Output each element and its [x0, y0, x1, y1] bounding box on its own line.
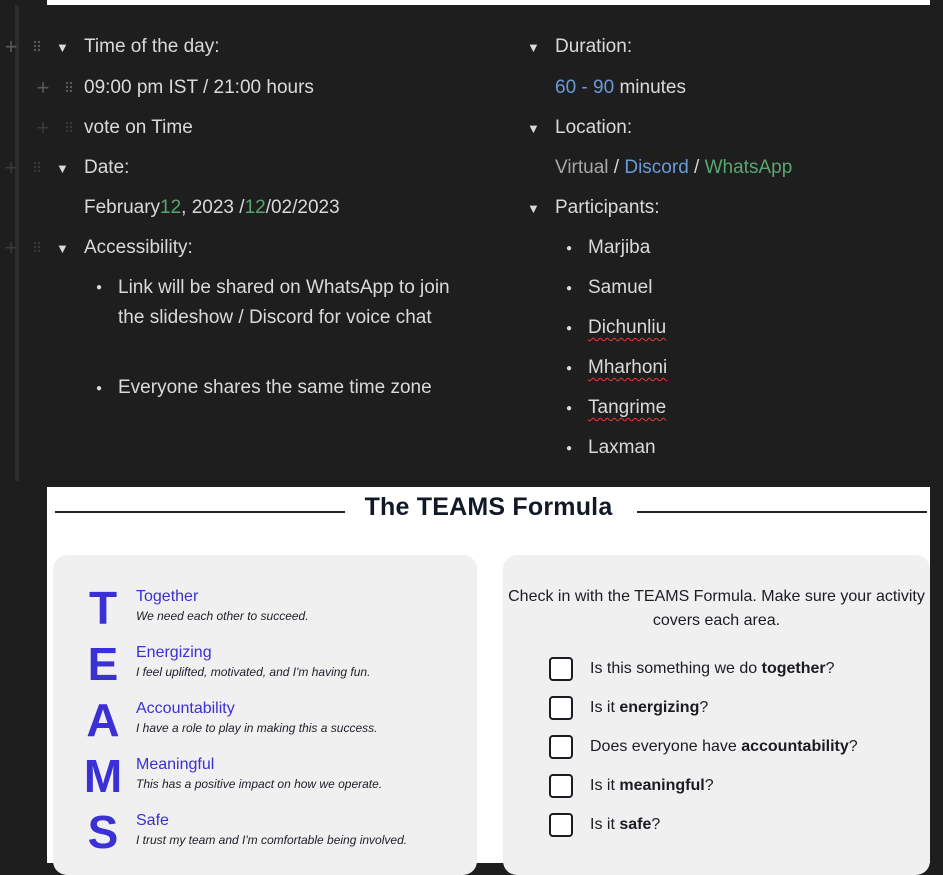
checkbox-icon [549, 696, 573, 720]
checkbox-icon [549, 813, 573, 837]
date-month: February [84, 197, 161, 218]
toggle-arrow-icon[interactable]: ▼ [527, 120, 540, 136]
add-block-icon[interactable]: + [36, 75, 50, 100]
toggle-location[interactable] [527, 108, 632, 148]
participant-name: Mharhoni [588, 357, 668, 378]
list-item [566, 268, 652, 308]
block-handle[interactable] [0, 148, 46, 188]
date-year: , 2023 / [181, 197, 245, 218]
bullet-icon: ● [566, 242, 573, 254]
bullet-icon: ● [566, 282, 573, 294]
duration-sep: - [576, 77, 594, 98]
check-keyword: accountability [741, 738, 849, 755]
check-punct: ? [704, 777, 714, 794]
location-label: Location: [555, 117, 633, 138]
bullet-icon: ● [96, 282, 103, 293]
participant-name: Marjiba [588, 237, 651, 258]
drag-handle-icon[interactable]: ⠿ [64, 79, 74, 96]
teams-word: Energizing [136, 644, 212, 661]
date-value [84, 188, 340, 228]
checklist-item [549, 655, 835, 683]
check-punct: ? [651, 816, 661, 833]
time-value: 09:00 pm IST / 21:00 hours [84, 77, 314, 98]
add-block-icon[interactable]: + [4, 155, 18, 180]
participants-label: Participants: [555, 197, 660, 218]
check-keyword: together [761, 660, 826, 677]
bullet-icon: ● [566, 362, 573, 374]
teams-desc: I have a role to play in making this a success. [136, 721, 378, 735]
list-item [566, 308, 666, 348]
duration-label: Duration: [555, 36, 633, 57]
list-item [96, 368, 432, 408]
check-text: Does everyone have [590, 738, 742, 755]
teams-word: Together [136, 588, 199, 605]
date-day: 12 [160, 197, 182, 218]
toggle-duration[interactable] [527, 27, 632, 67]
accessibility-label: Accessibility: [84, 237, 193, 258]
teams-word: Safe [136, 812, 169, 829]
teams-letter-a: A [86, 694, 120, 746]
check-text: Is this something we do [590, 660, 762, 677]
participant-name: Tangrime [588, 397, 667, 418]
duration-value [555, 68, 686, 108]
check-text: Is it [590, 777, 620, 794]
teams-word: Accountability [136, 700, 235, 717]
teams-word: Meaningful [136, 756, 215, 773]
teams-checklist-card [503, 555, 930, 875]
toggle-participants[interactable] [527, 188, 660, 228]
list-item [566, 348, 667, 388]
location-value [555, 148, 792, 188]
list-item [566, 388, 666, 428]
toggle-accessibility[interactable] [56, 228, 193, 268]
block-handle[interactable] [0, 27, 46, 67]
teams-desc: We need each other to succeed. [136, 609, 309, 623]
participant-name: Dichunliu [588, 317, 667, 338]
location-discord: Discord [624, 157, 689, 178]
vote-on-time: vote on Time [84, 117, 193, 138]
toggle-time-of-day[interactable] [56, 27, 220, 67]
duration-unit: minutes [614, 77, 686, 98]
embedded-image-bottom-edge [47, 0, 930, 5]
teams-letter-t: T [88, 582, 118, 634]
check-keyword: energizing [619, 699, 700, 716]
toggle-arrow-icon[interactable]: ▼ [56, 240, 69, 256]
checkbox-icon [549, 657, 573, 681]
bullet-icon: ● [96, 382, 103, 394]
date-day-numeric: 12 [244, 197, 266, 218]
bullet-icon: ● [566, 402, 573, 414]
teams-letter-e: E [87, 638, 119, 690]
date-rest: /02/2023 [265, 197, 340, 218]
toggle-arrow-icon[interactable]: ▼ [527, 200, 540, 216]
participant-name: Laxman [588, 437, 656, 458]
block-handle[interactable] [32, 108, 78, 148]
check-keyword: safe [619, 816, 652, 833]
check-punct: ? [699, 699, 709, 716]
toggle-arrow-icon[interactable]: ▼ [56, 39, 69, 55]
duration-min: 60 [555, 77, 577, 98]
location-virtual: Virtual [555, 157, 609, 178]
block-handle[interactable] [32, 68, 78, 108]
block-handle[interactable] [0, 228, 46, 268]
toggle-date[interactable] [56, 148, 129, 188]
date-label: Date: [84, 157, 130, 178]
teams-letter-s: S [87, 806, 119, 858]
check-text: Is it [590, 699, 620, 716]
teams-definitions-card [53, 555, 477, 875]
teams-formula-image [47, 487, 930, 863]
accessibility-item-1: Link will be shared on WhatsApp to join the slideshow / Discord for voice chat [118, 277, 450, 328]
check-text: Is it [590, 816, 620, 833]
location-whatsapp: WhatsApp [704, 157, 793, 178]
duration-max: 90 [593, 77, 615, 98]
drag-handle-icon[interactable]: ⠿ [32, 159, 42, 176]
checkbox-icon [549, 735, 573, 759]
teams-desc: This has a positive impact on how we operate. [136, 777, 383, 791]
check-punct: ? [848, 738, 858, 755]
add-block-icon[interactable]: + [4, 34, 18, 59]
checkbox-icon [549, 774, 573, 798]
poster-title: The TEAMS Formula [351, 493, 627, 521]
time-of-day-label: Time of the day: [84, 36, 220, 57]
list-item [566, 428, 656, 468]
toggle-arrow-icon[interactable]: ▼ [527, 39, 540, 55]
check-keyword: meaningful [619, 777, 705, 794]
list-item [566, 228, 650, 268]
add-block-icon[interactable]: + [4, 235, 18, 260]
location-sep: / [608, 157, 625, 178]
toggle-arrow-icon[interactable]: ▼ [56, 160, 69, 176]
checklist-item [549, 772, 714, 800]
participant-name: Samuel [588, 277, 653, 298]
teams-desc: I trust my team and I'm comfortable being involved. [136, 833, 408, 847]
bullet-icon: ● [566, 322, 573, 334]
check-punct: ? [825, 660, 835, 677]
checklist-item [549, 694, 708, 722]
checklist-intro: Check in with the TEAMS Formula. Make sure your activity covers each area. [508, 588, 925, 629]
drag-handle-icon[interactable]: ⠿ [64, 119, 74, 136]
teams-letter-m: M [83, 750, 123, 802]
accessibility-item-2: Everyone shares the same time zone [118, 377, 432, 398]
add-block-icon[interactable]: + [36, 115, 50, 140]
bullet-icon: ● [566, 442, 573, 454]
checklist-item [549, 811, 660, 839]
location-sep: / [688, 157, 705, 178]
drag-handle-icon[interactable]: ⠿ [32, 38, 42, 55]
list-item [96, 273, 456, 333]
drag-handle-icon[interactable]: ⠿ [32, 239, 42, 256]
teams-desc: I feel uplifted, motivated, and I'm having fun. [136, 665, 371, 679]
checklist-item [549, 733, 858, 761]
